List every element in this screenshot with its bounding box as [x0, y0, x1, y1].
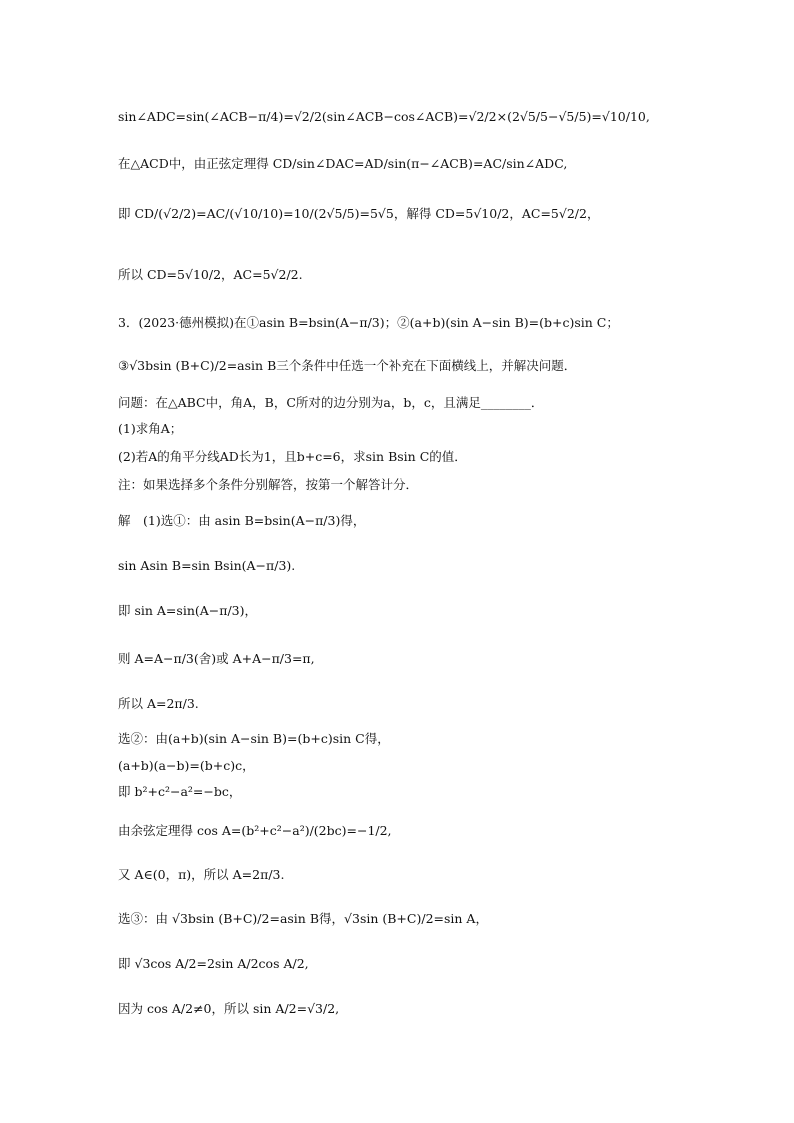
text-line: 所以 A=2π/3.	[118, 695, 199, 711]
text-line: 所以 CD=5√10/2，AC=5√2/2.	[118, 266, 303, 282]
text-line: 3．(2023·德州模拟)在①asin B=bsin(A−π/3)；②(a+b)(sin A−sin B)=(b+c)sin C；	[118, 314, 619, 330]
text-line: 即 sin A=sin(A−π/3)，	[118, 602, 258, 618]
text-line: 又 A∈(0，π)，所以 A=2π/3.	[118, 866, 285, 882]
text-line: 解 (1)选①：由 asin B=bsin(A−π/3)得，	[118, 512, 366, 528]
text-line: 在△ACD中，由正弦定理得 CD/sin∠DAC=AD/sin(π−∠ACB)=AC/sin∠ADC,	[118, 155, 568, 171]
text-line: 选③：由 √3bsin (B+C)/2=asin B得，√3sin (B+C)/2=sin A，	[118, 910, 488, 926]
text-line: 则 A=A−π/3(舍)或 A+A−π/3=π,	[118, 650, 315, 666]
text-line: sin∠ADC=sin(∠ACB−π/4)=√2/2(sin∠ACB−cos∠ACB)=√2/2×(2√5/5−√5/5)=√10/10,	[118, 108, 650, 124]
text-line: (1)求角A；	[118, 420, 183, 436]
text-line: 问题：在△ABC中，角A，B，C所对的边分别为a，b，c，且满足________．	[118, 394, 544, 410]
text-line: (a+b)(a−b)=(b+c)c，	[118, 757, 255, 773]
text-line: 注：如果选择多个条件分别解答，按第一个解答计分．	[118, 476, 419, 492]
text-line: 即 √3cos A/2=2sin A/2cos A/2,	[118, 955, 309, 971]
text-line: 即 b²+c²−a²=−bc，	[118, 783, 242, 799]
text-line: (2)若A的角平分线AD长为1，且b+c=6，求sin Bsin C的值．	[118, 448, 467, 464]
text-line: 因为 cos A/2≠0，所以 sin A/2=√3/2,	[118, 1000, 340, 1016]
text-line: 即 CD/(√2/2)=AC/(√10/10)=10/(2√5/5)=5√5，解得 CD=5√10/2，AC=5√2/2，	[118, 205, 600, 221]
text-line: ③√3bsin (B+C)/2=asin B三个条件中任选一个补充在下面横线上，并解决问题．	[118, 357, 577, 373]
text-line: 选②：由(a+b)(sin A−sin B)=(b+c)sin C得，	[118, 730, 390, 746]
text-line: sin Asin B=sin Bsin(A−π/3).	[118, 557, 296, 573]
text-line: 由余弦定理得 cos A=(b²+c²−a²)/(2bc)=−1/2,	[118, 822, 392, 838]
